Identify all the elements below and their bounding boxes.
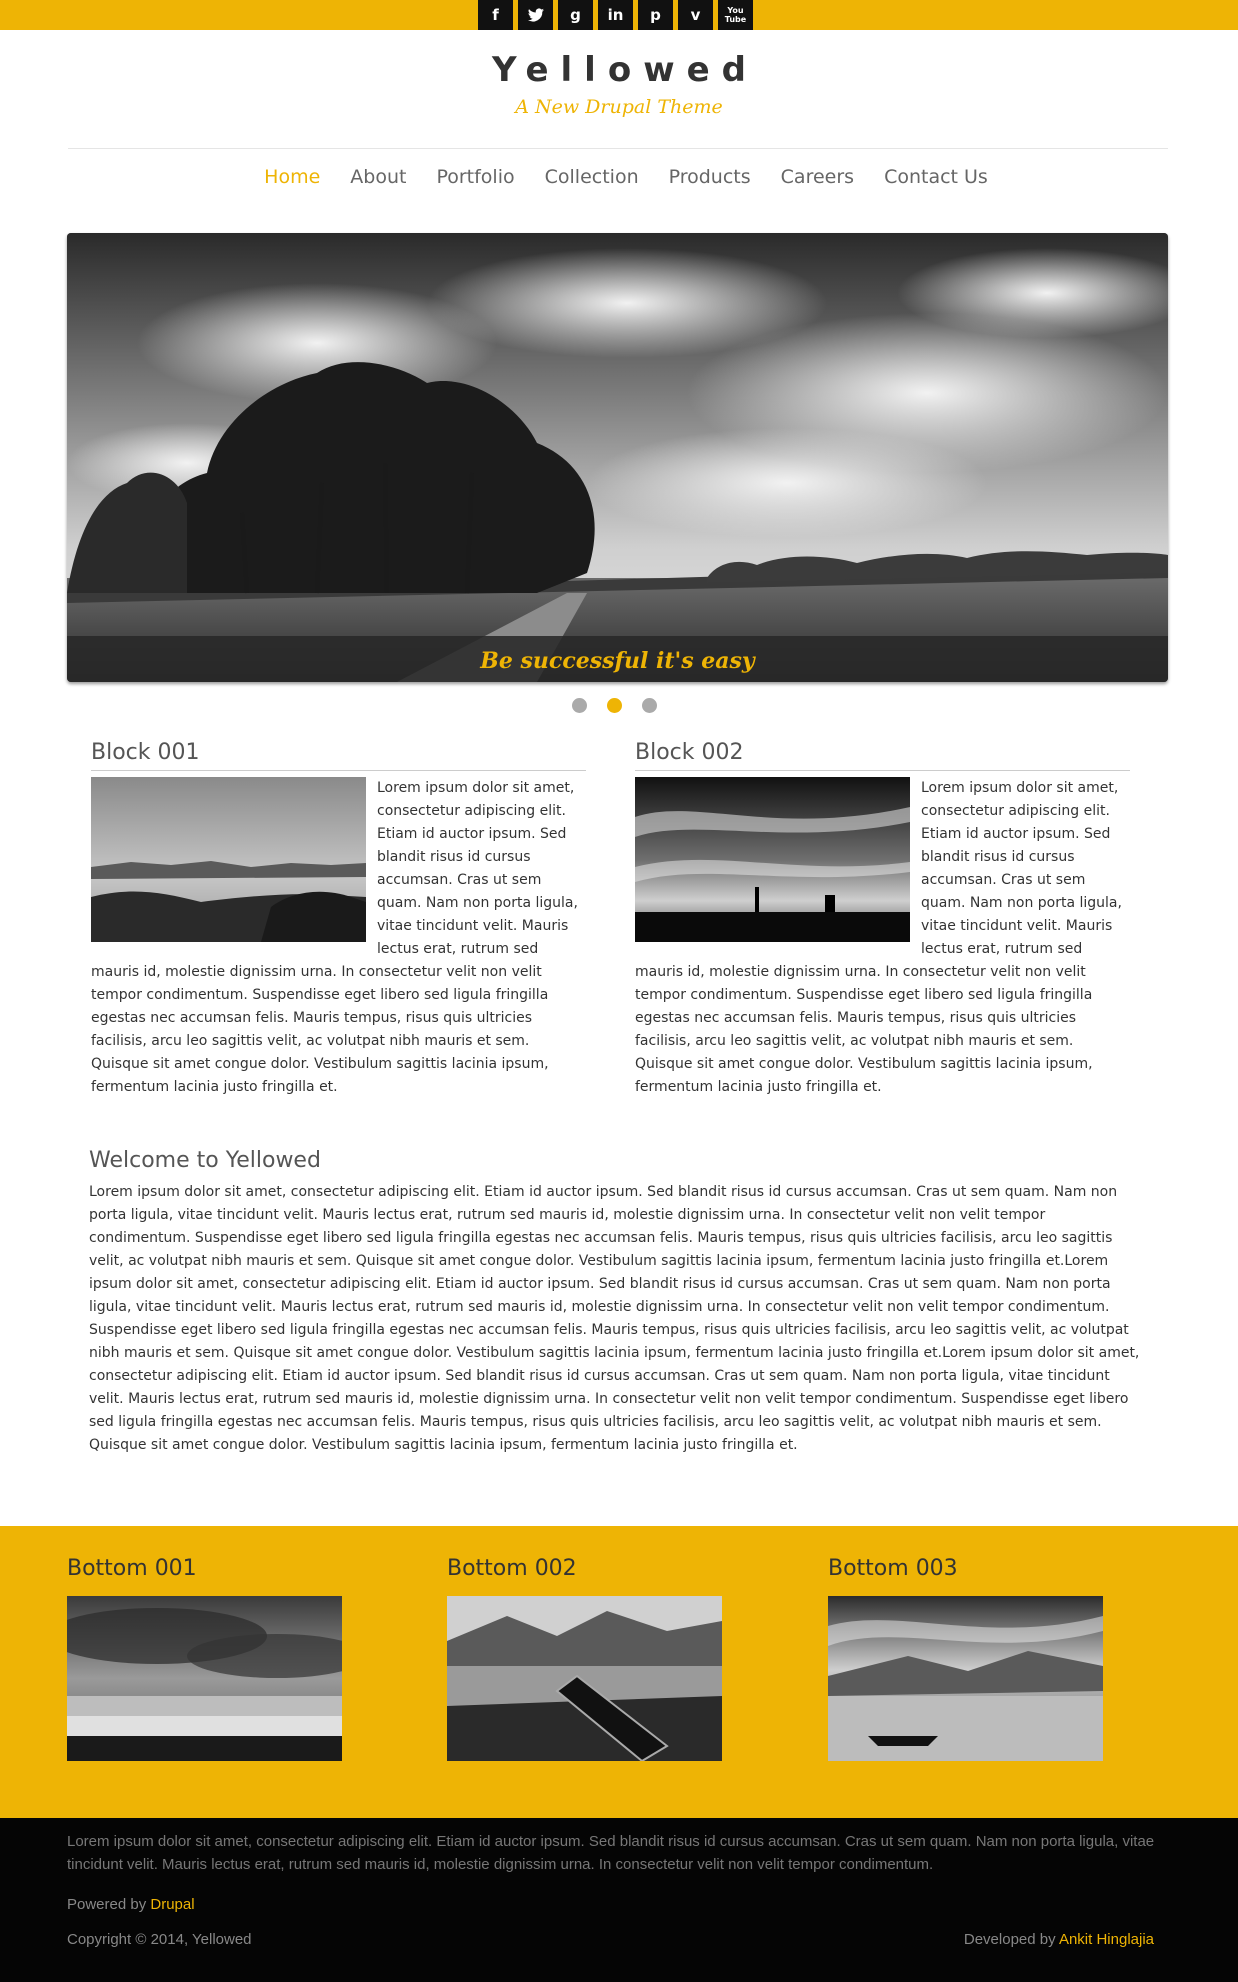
footer-text: Lorem ipsum dolor sit amet, consectetur adipiscing elit. Etiam id auctor ipsum. Sed blandit risus id cursus accumsan. Cras ut sem quam. Nam non porta ligula, vitae tincidunt velit. Mauris lectus erat, rutrum sed mauris id, molestie dignissim urna. In consectetur velit non velit tempor condimentum. [67, 1833, 1155, 1873]
nav-item-contact-us[interactable]: Contact Us [884, 166, 988, 188]
block-title: Block 001 [91, 740, 586, 771]
block-image [91, 777, 366, 942]
copyright: Copyright © 2014, Yellowed [67, 1931, 252, 1948]
drupal-link[interactable]: Drupal [150, 1896, 195, 1913]
header-divider [68, 148, 1168, 149]
powered-by-label: Powered by [67, 1896, 151, 1913]
nav-item-about[interactable]: About [350, 166, 407, 188]
bottom-image [447, 1596, 722, 1761]
linkedin-icon[interactable]: in [598, 0, 633, 30]
social-bar [0, 0, 1238, 30]
google-plus-icon[interactable]: g [558, 0, 593, 30]
bottom-image [828, 1596, 1103, 1761]
developer-link[interactable]: Ankit Hinglajia [1058, 1931, 1154, 1948]
bottom-title: Bottom 002 [447, 1556, 577, 1581]
social-links [478, 0, 753, 30]
welcome-title: Welcome to Yellowed [89, 1148, 321, 1173]
bottom-region [0, 1526, 1238, 1818]
nav-item-portfolio[interactable]: Portfolio [436, 166, 515, 188]
powered-by [67, 1896, 195, 1913]
developed-by [964, 1931, 1154, 1948]
facebook-icon[interactable]: f [478, 0, 513, 30]
slider-dot-active[interactable] [607, 698, 622, 713]
welcome-section [89, 1148, 1144, 1457]
site-slogan: A New Drupal Theme [515, 96, 723, 118]
block-001 [91, 740, 586, 1099]
youtube-icon[interactable]: You Tube [718, 0, 753, 30]
twitter-icon[interactable] [518, 0, 553, 30]
footer [0, 1818, 1238, 1982]
hero-slider[interactable] [67, 233, 1168, 682]
block-title: Block 002 [635, 740, 1130, 771]
slider-pager [572, 698, 657, 713]
slider-dot[interactable] [642, 698, 657, 713]
nav-item-collection[interactable]: Collection [544, 166, 639, 188]
developed-by-label: Developed by [963, 1931, 1059, 1948]
block-002 [635, 740, 1130, 1099]
bottom-title: Bottom 003 [828, 1556, 958, 1581]
bottom-image [67, 1596, 342, 1761]
bottom-002 [447, 1556, 727, 1761]
pinterest-icon[interactable]: p [638, 0, 673, 30]
slide-image [67, 233, 1168, 682]
welcome-text: Lorem ipsum dolor sit amet, consectetur adipiscing elit. Etiam id auctor ipsum. Sed blandit risus id cursus accumsan. Cras ut sem quam. Nam non porta ligula, vitae tincidunt velit. Mauris lectus erat, rutrum sed mauris id, molestie dignissim urna. In consectetur velit non velit tempor condimentum. Suspendisse eget libero sed ligula fringilla egestas nec accumsan felis. Mauris tempus, risus quis ultricies facilisis, arcu leo sagittis velit, ac volutpat nibh mauris et sem. Quisque sit amet congue dolor. Vestibulum sagittis lacinia ipsum, fermentum lacinia justo fringilla et.Lorem ipsum dolor sit amet, consectetur adipiscing elit. Etiam id auctor ipsum. Sed blandit risus id cursus accumsan. Cras ut sem quam. Nam non porta ligula, vitae tincidunt velit. Mauris lectus erat, rutrum sed mauris id, molestie dignissim urna. In consectetur velit non velit tempor condimentum. Suspendisse eget libero sed ligula fringilla egestas nec accumsan felis. Mauris tempus, risus quis ultricies facilisis, arcu leo sagittis velit, ac volutpat nibh mauris et sem. Quisque sit amet congue dolor. Vestibulum sagittis lacinia ipsum, fermentum lacinia justo fringilla et.Lorem ipsum dolor sit amet, consectetur adipiscing elit. Etiam id auctor ipsum. Sed blandit risus id cursus accumsan. Cras ut sem quam. Nam non porta ligula, vitae tincidunt velit. Mauris lectus erat, rutrum sed mauris id, molestie dignissim urna. In consectetur velit non velit tempor condimentum. Suspendisse eget libero sed ligula fringilla egestas nec accumsan felis. Mauris tempus, risus quis ultricies facilisis, arcu leo sagittis velit, ac volutpat nibh mauris et sem. Quisque sit amet congue dolor. Vestibulum sagittis lacinia ipsum, fermentum lacinia justo fringilla et. [89, 1184, 1140, 1453]
block-text: Lorem ipsum dolor sit amet, consectetur adipiscing elit. Etiam id auctor ipsum. Sed blandit risus id cursus accumsan. Cras ut sem quam. Nam non porta ligula, vitae tincidunt velit. Mauris lectus erat, rutrum sed mauris id, molestie dignissim urna. In consectetur velit non velit tempor condimentum. Suspendisse eget libero sed ligula fringilla egestas nec accumsan felis. Mauris tempus, risus quis ultricies facilisis, arcu leo sagittis velit, ac volutpat nibh mauris et sem. Quisque sit amet congue dolor. Vestibulum sagittis lacinia ipsum, fermentum lacinia justo fringilla et. [91, 780, 578, 1095]
slide-caption: Be successful it's easy [480, 648, 755, 674]
nav-item-careers[interactable]: Careers [780, 166, 855, 188]
slider-dot[interactable] [572, 698, 587, 713]
vimeo-icon[interactable]: v [678, 0, 713, 30]
nav-item-products[interactable]: Products [668, 166, 751, 188]
nav-item-home[interactable]: Home [264, 166, 321, 188]
block-text: Lorem ipsum dolor sit amet, consectetur adipiscing elit. Etiam id auctor ipsum. Sed blandit risus id cursus accumsan. Cras ut sem quam. Nam non porta ligula, vitae tincidunt velit. Mauris lectus erat, rutrum sed mauris id, molestie dignissim urna. In consectetur velit non velit tempor condimentum. Suspendisse eget libero sed ligula fringilla egestas nec accumsan felis. Mauris tempus, risus quis ultricies facilisis, arcu leo sagittis velit, ac volutpat nibh mauris et sem. Quisque sit amet congue dolor. Vestibulum sagittis lacinia ipsum, fermentum lacinia justo fringilla et. [635, 780, 1122, 1095]
block-image [635, 777, 910, 942]
bottom-001 [67, 1556, 347, 1761]
bottom-title: Bottom 001 [67, 1556, 197, 1581]
main-nav [0, 166, 1238, 188]
bottom-003 [828, 1556, 1108, 1761]
site-title[interactable]: Yellowed [491, 50, 759, 90]
